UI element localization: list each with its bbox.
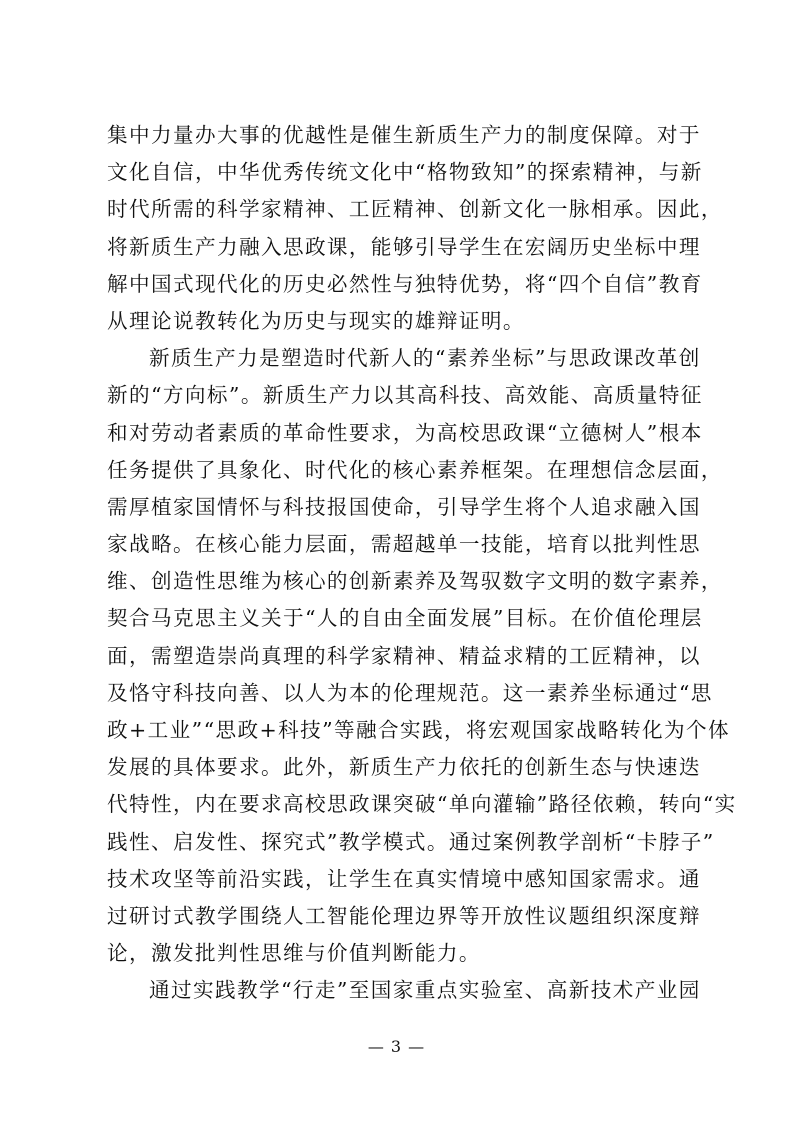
page-number: — 3 —	[367, 1037, 426, 1056]
body-text	[107, 117, 737, 1010]
text-line: 任务提供了具象化、时代化的核心素养框架。在理想信念层面，	[107, 457, 723, 482]
text-line: 需厚植家国情怀与科技报国使命，引导学生将个人追求融入国	[107, 494, 701, 519]
text-line: 政+工业”“思政+科技”等融合实践，将宏观国家战略转化为个体	[107, 718, 730, 742]
text-line: 解中国式现代化的历史必然性与独特优势，将“四个自信”教育	[107, 271, 703, 296]
text-line: 时代所需的科学家精神、工匠精神、创新文化一脉相承。因此，	[107, 197, 723, 222]
text-line: 从理论说教转化为历史与现实的雄辩证明。	[107, 308, 525, 333]
text-line: 契合马克思主义关于“人的自由全面发展”目标。在价值伦理层	[107, 606, 703, 631]
text-line: 发展的具体要求。此外，新质生产力依托的创新生态与快速迭	[107, 755, 701, 780]
text-line: 代特性，内在要求高校思政课突破“单向灌输”路径依赖，转向“实	[107, 792, 737, 817]
paragraph-first-line: 新质生产力是塑造时代新人的“素养坐标”与思政课改革创	[149, 346, 701, 371]
text-line: 面，需塑造崇尚真理的科学家精神、精益求精的工匠精神，以	[107, 643, 701, 668]
text-line: 过研讨式教学围绕人工智能伦理边界等开放性议题组织深度辩	[107, 903, 701, 928]
text-line: 和对劳动者素质的革命性要求，为高校思政课“立德树人”根本	[107, 420, 703, 445]
text-line: 将新质生产力融入思政课，能够引导学生在宏阔历史坐标中理	[107, 234, 701, 259]
text-line: 践性、启发性、探究式”教学模式。通过案例教学剖析“卡脖子”	[107, 829, 715, 854]
text-line: 论，激发批判性思维与价值判断能力。	[107, 941, 481, 966]
text-line: 文化自信，中华优秀传统文化中“格物致知”的探索精神，与新	[107, 160, 703, 185]
text-line: 集中力量办大事的优越性是催生新质生产力的制度保障。对于	[107, 123, 701, 147]
text-line: 及恪守科技向善、以人为本的伦理规范。这一素养坐标通过“思	[107, 680, 713, 705]
text-line: 维、创造性思维为核心的创新素养及驾驭数字文明的数字素养，	[107, 569, 723, 594]
paragraph-first-line: 通过实践教学“行走”至国家重点实验室、高新技术产业园	[149, 978, 701, 1003]
text-line: 新的“方向标”。新质生产力以其高科技、高效能、高质量特征	[107, 383, 703, 408]
text-line: 技术攻坚等前沿实践，让学生在真实情境中感知国家需求。通	[107, 866, 701, 891]
text-line: 家战略。在核心能力层面，需超越单一技能，培育以批判性思	[107, 532, 701, 557]
